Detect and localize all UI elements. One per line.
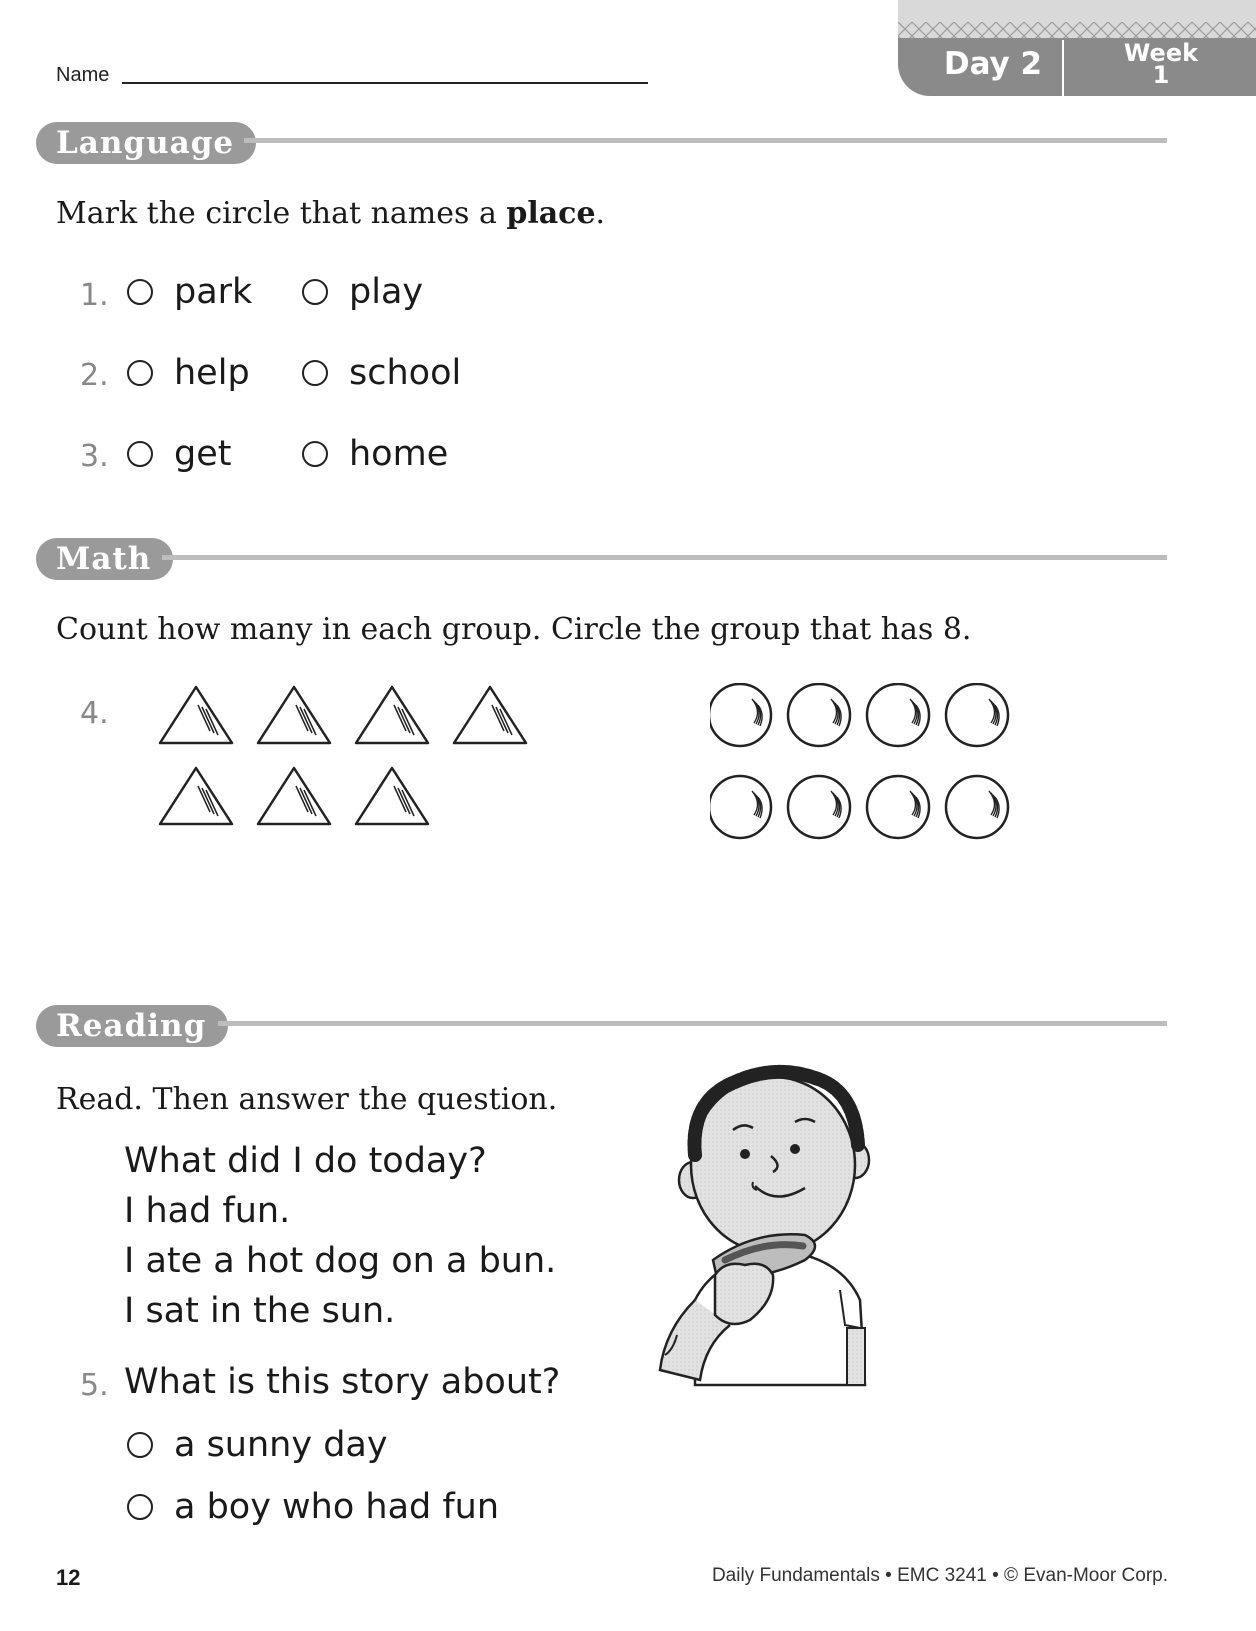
week-label — [1066, 39, 1256, 89]
answer-bubble[interactable] — [127, 1432, 153, 1458]
math-instruction: Count how many in each group. Circle the group that has 8. — [56, 612, 972, 647]
option-label: get — [174, 434, 232, 474]
answer-bubble[interactable] — [302, 360, 328, 386]
story-line: I sat in the sun. — [124, 1291, 396, 1331]
story-line: I ate a hot dog on a bun. — [124, 1241, 557, 1281]
reading-rule — [218, 1021, 1167, 1026]
question-number: 3. — [80, 439, 109, 474]
triangle-shape — [160, 768, 232, 824]
reading-instruction: Read. Then answer the question. — [56, 1082, 558, 1117]
question-number: 1. — [80, 278, 109, 313]
triangle-shape — [258, 768, 330, 824]
week-number: 1 — [1152, 61, 1170, 89]
page-number: 12 — [56, 1565, 81, 1590]
day-week-tab — [898, 0, 1256, 96]
triangle-shape — [356, 768, 428, 824]
circle-shape — [867, 776, 929, 838]
answer-bubble[interactable] — [127, 360, 153, 386]
triangle-group[interactable] — [150, 680, 550, 850]
math-rule — [162, 555, 1167, 560]
triangle-shape — [356, 687, 428, 743]
language-section-title: Language — [36, 122, 256, 164]
reading-question: What is this story about? — [124, 1362, 561, 1402]
triangle-shape — [454, 687, 526, 743]
circle-shape — [946, 776, 1008, 838]
option-label: a boy who had fun — [174, 1487, 500, 1527]
story-line: I had fun. — [124, 1191, 291, 1231]
circle-shape — [788, 776, 850, 838]
footer-credit: Daily Fundamentals • EMC 3241 • © Evan-Moor Corp. — [711, 1565, 1168, 1586]
story-line: What did I do today? — [124, 1141, 487, 1181]
boy-eating-hotdog-illustration — [655, 1060, 890, 1390]
circle-shape — [867, 684, 929, 746]
option-label: a sunny day — [174, 1425, 388, 1465]
tab-divider — [1062, 40, 1064, 96]
tab-pattern — [898, 0, 1256, 38]
name-line[interactable] — [122, 82, 648, 84]
name-label: Name — [56, 64, 110, 86]
question-number: 5. — [80, 1368, 109, 1403]
day-label: Day 2 — [943, 46, 1043, 82]
circle-shape — [710, 776, 771, 838]
answer-bubble[interactable] — [127, 1494, 153, 1520]
circle-group[interactable] — [710, 683, 1030, 853]
language-instruction: Mark the circle that names a place. — [56, 196, 606, 231]
triangle-shapes — [160, 687, 526, 824]
circle-shape — [788, 684, 850, 746]
triangle-shape — [160, 687, 232, 743]
answer-bubble[interactable] — [302, 441, 328, 467]
option-label: play — [349, 272, 424, 312]
circle-shapes — [710, 684, 1008, 838]
answer-bubble[interactable] — [127, 441, 153, 467]
option-label: park — [174, 272, 253, 312]
answer-bubble[interactable] — [127, 279, 153, 305]
reading-section-title: Reading — [36, 1005, 228, 1047]
question-number: 4. — [80, 696, 109, 731]
option-label: help — [174, 353, 250, 393]
circle-shape — [710, 684, 771, 746]
circle-shape — [946, 684, 1008, 746]
math-section-title: Math — [36, 538, 173, 580]
diamond-pattern-icon — [898, 0, 1256, 38]
option-label: home — [349, 434, 449, 474]
language-rule — [244, 138, 1167, 143]
option-label: school — [349, 353, 462, 393]
week-text: Week — [1123, 39, 1199, 67]
triangle-shape — [258, 687, 330, 743]
answer-bubble[interactable] — [302, 279, 328, 305]
question-number: 2. — [80, 358, 109, 393]
story-text — [124, 1136, 556, 1336]
